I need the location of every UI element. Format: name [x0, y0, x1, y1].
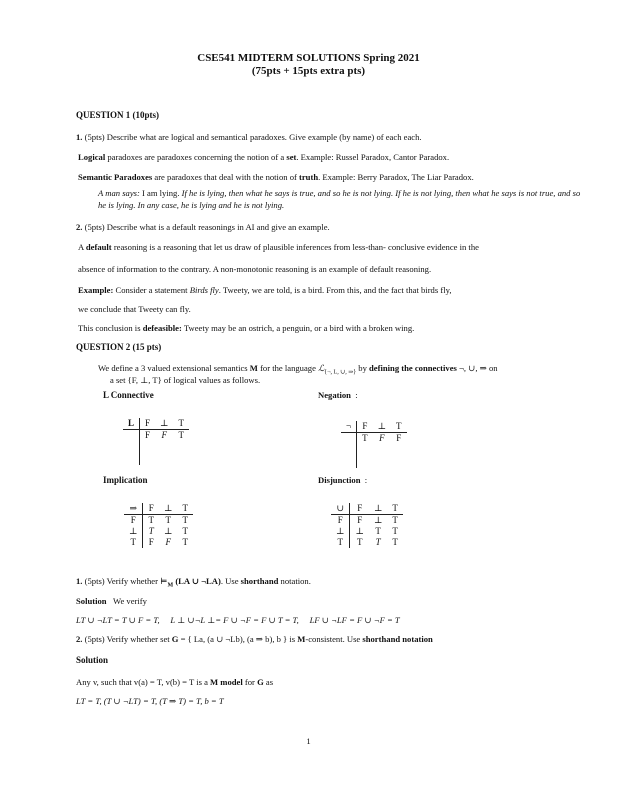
q2-intro-bold: defining the connectives [369, 363, 457, 373]
l-table-val: F [145, 430, 151, 440]
imp-cell: T [182, 537, 188, 547]
imp-cell: ⊥ [163, 526, 173, 536]
solution-2-label: Solution [76, 655, 109, 665]
conclusion-bold: defeasible: [142, 323, 182, 333]
q2-intro-a: We define a 3 valued extensional semantics [98, 363, 250, 373]
verify-1: LT ∪ ¬LT = T ∪ F = T, [76, 615, 160, 625]
dis-row-head: T [331, 537, 350, 548]
example-a: Consider a statement [113, 285, 190, 295]
dis-row-head: F [331, 515, 350, 527]
q2-part1-M: M [167, 582, 174, 589]
solution-1-line [76, 595, 147, 607]
neg-table-val: F [379, 433, 385, 443]
l-connective-table [123, 418, 189, 465]
q2-intro-M: M [249, 363, 258, 373]
dis-cell: T [356, 537, 363, 547]
verify-line [76, 614, 400, 626]
imp-cell: T [182, 526, 188, 536]
dis-cell: F [357, 515, 363, 525]
q2-intro-b: for the language [257, 363, 319, 373]
logical-bold: Logical [78, 152, 106, 162]
l-table-val: T [178, 430, 184, 440]
imp-table-col: F [143, 503, 159, 515]
example-line-2: we conclude that Tweety can fly. [78, 304, 191, 314]
question-1-heading: QUESTION 1 (10pts) [76, 110, 160, 120]
semantic-bold: Semantic Paradoxes [78, 172, 153, 182]
any-v-line [76, 676, 273, 688]
q1-part2-text: (5pts) Describe what is a default reasonings in AI and give an example. [84, 222, 330, 232]
conclusion-b: Tweety may be an ostrich, a penguin, or a bird with a broken wing. [181, 323, 415, 333]
l-table-col: F [140, 418, 156, 430]
q2-part1-num: 1. [76, 576, 83, 586]
disjunction-table [331, 503, 403, 548]
q2-part2-a: (5pts) Verify whether set [84, 634, 172, 644]
final-equation: LT = T, (T ∪ ¬LT) = T, (T ⇒ T) = T, b = T [76, 696, 224, 706]
q2-part2-M: M [297, 634, 306, 644]
default-bold: default [85, 242, 112, 252]
logical-text-a: paradoxes are paradoxes concerning the notion of a [105, 152, 287, 162]
any-v-a: Any v, such that v(a) = T, v(b) = T is a [76, 677, 211, 687]
page-number: 1 [306, 736, 311, 746]
implication-table [124, 503, 193, 548]
dis-cell: ⊥ [373, 515, 383, 525]
logical-paradox-line [78, 151, 449, 163]
q2-part2 [76, 633, 433, 645]
imp-cell: F [148, 537, 154, 547]
default-a: A [78, 242, 86, 252]
any-v-b: for [242, 677, 258, 687]
disjunction-label: Disjunction [318, 475, 361, 485]
q2-part1-bold: shorthand [240, 576, 279, 586]
we-verify: We verify [113, 596, 147, 606]
imp-cell: T [148, 515, 154, 525]
any-v-G: G [257, 677, 264, 687]
neg-table-col: T [391, 421, 407, 433]
dis-cell: T [375, 526, 381, 536]
default-line-2: absence of information to the contrary. A non-monotonic reasoning is an example of default reasoning. [78, 264, 432, 274]
any-v-c: as [263, 677, 274, 687]
solution-1-label: Solution [76, 596, 107, 606]
logical-text-b: . Example: Russel Paradox, Cantor Paradox. [296, 152, 450, 162]
dis-cell: ⊥ [355, 526, 364, 536]
q2-part2-G: G [171, 634, 179, 644]
imp-row-head: T [124, 537, 143, 548]
example-line-1 [78, 284, 451, 296]
l-table-op: L [123, 418, 140, 430]
l-table-col: T [174, 418, 190, 430]
title-line-1: CSE541 MIDTERM SOLUTIONS Spring 2021 [197, 52, 420, 64]
dis-row-head: ⊥ [331, 526, 350, 537]
default-b: reasoning is a reasoning that let us draw of plausible inferences from less-than- conclusive evidence in the [111, 242, 479, 252]
dis-cell: T [392, 537, 398, 547]
q1-part2-num: 2. [76, 222, 83, 232]
neg-table-val: T [362, 433, 368, 443]
title-line-2: (75pts + 15pts extra pts) [251, 65, 366, 77]
imp-cell: F [165, 537, 171, 547]
example-bold: Example: [78, 285, 114, 295]
implication-label: Implication [103, 475, 148, 485]
l-connective-label: L Connective [103, 390, 154, 400]
q2-part1-b: . Use [220, 576, 241, 586]
q2-part1 [76, 575, 311, 592]
liar-paradox-quote [98, 187, 588, 211]
q2-part2-num: 2. [76, 634, 83, 644]
imp-table-col: ⊥ [159, 503, 177, 515]
negation-table [341, 421, 407, 468]
q2-part1-formula: (LA ∪ ¬LA) [173, 576, 221, 586]
dis-cell: T [392, 526, 398, 536]
imp-cell: T [148, 526, 154, 536]
q2-lang: ℒ [318, 363, 325, 373]
q1-part1-text: (5pts) Describe what are logical and semantical paradoxes. Give example (by name) of each each. [84, 132, 422, 142]
example-b: . Tweety, we are told, is a bird. From this, and the fact that birds fly, [218, 285, 452, 295]
imp-cell: T [165, 515, 171, 525]
q2-part2-c: -consistent. Use [305, 634, 363, 644]
dis-table-col: T [387, 503, 403, 515]
disjunction-label-wrap [318, 475, 367, 485]
q2-part2-bold: shorthand notation [362, 634, 433, 644]
verify-2: L ⊥ ∪¬L ⊥= F ∪ ¬F = F ∪ T = T, [170, 615, 299, 625]
q1-part2 [76, 221, 330, 233]
imp-row-head: ⊥ [124, 526, 143, 537]
liar-quote-c: If he is lying, then what he says is true, and so he is not lying. If he is not lying, then what he says is not true, and so he is lying. In any case, he is lying and he is not lying. [98, 188, 581, 210]
conclusion-a: This conclusion is [78, 323, 143, 333]
dis-cell: T [392, 515, 398, 525]
imp-table-op: ⇒ [124, 503, 143, 515]
q2-part1-c: notation. [278, 576, 311, 586]
logical-set: set [286, 152, 297, 162]
q2-part1-models: ⊨ [160, 576, 168, 586]
liar-quote-a: A man says: [98, 188, 140, 198]
imp-table-col: T [177, 503, 193, 515]
l-table-col: ⊥ [155, 418, 173, 430]
negation-colon: : [355, 390, 358, 400]
neg-table-val: F [396, 433, 402, 443]
imp-row-head: F [124, 515, 143, 527]
q2-intro-line-2: a set {F, ⊥, T} of logical values as follows. [110, 375, 261, 385]
negation-label: Negation [318, 390, 351, 400]
semantic-truth: truth [299, 172, 319, 182]
dis-cell: T [375, 537, 381, 547]
example-italic: Birds fly [189, 285, 219, 295]
q1-part1 [76, 131, 422, 143]
dis-table-op: ∪ [331, 503, 350, 515]
imp-cell: T [182, 515, 188, 525]
q2-part1-a: (5pts) Verify whether [84, 576, 161, 586]
verify-3: LF ∪ ¬LF = F ∪ ¬F = T [309, 615, 400, 625]
semantic-text-b: . Example: Berry Paradox, The Liar Paradox. [318, 172, 474, 182]
neg-table-op: ¬ [341, 421, 357, 433]
dis-table-col: F [350, 503, 369, 515]
negation-label-wrap [318, 390, 358, 400]
neg-table-col: ⊥ [373, 421, 391, 433]
default-line-1 [78, 241, 479, 253]
disjunction-colon: : [364, 475, 368, 485]
q2-part2-b: is [287, 634, 298, 644]
q1-part1-num: 1. [76, 132, 83, 142]
q2-part2-set: = { La, (a ∪ ¬Lb), (a ⇒ b), b } [178, 634, 288, 644]
q2-intro-d: ¬, ∪, ⇒ on [456, 363, 498, 373]
neg-table-col: F [357, 421, 373, 433]
any-v-bold: M model [210, 677, 243, 687]
semantic-paradox-line [78, 171, 474, 183]
liar-quote-b: I am lying. [139, 188, 180, 198]
q2-lang-sub: {¬, L, ∪, ⇒} [324, 369, 357, 376]
dis-table-col: ⊥ [369, 503, 387, 515]
semantic-text-a: are paradoxes that deal with the notion of [152, 172, 299, 182]
q2-intro-c: by [356, 363, 370, 373]
question-2-heading: QUESTION 2 (15 pts) [76, 342, 162, 352]
l-table-val: F [161, 430, 168, 440]
conclusion-line [78, 322, 414, 334]
